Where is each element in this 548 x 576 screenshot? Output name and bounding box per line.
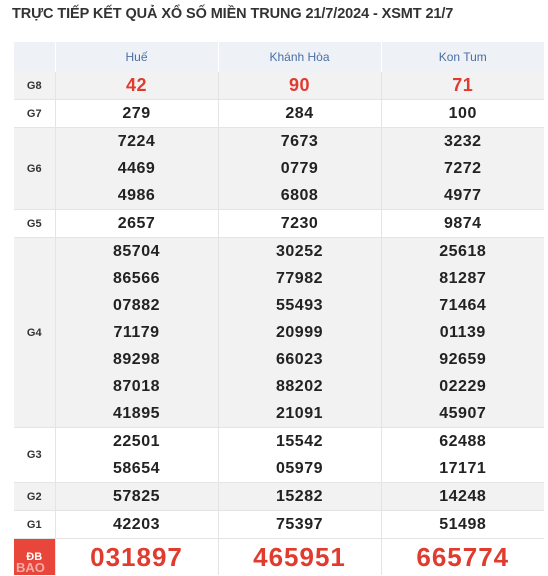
- result-number: 58654: [113, 460, 160, 477]
- prize-label-text: G1: [26, 518, 42, 531]
- prize-row-g6: [14, 128, 544, 210]
- result-number: 66023: [276, 351, 323, 368]
- prize-label-g3: [14, 428, 55, 483]
- result-number: 88202: [276, 378, 323, 395]
- prize-cell-db-province-2: [381, 539, 544, 576]
- prize-cell-g1-province-2: [381, 511, 544, 539]
- result-number: 62488: [439, 433, 487, 450]
- result-number: 7673: [280, 133, 319, 150]
- result-number: 45907: [439, 405, 487, 422]
- prize-cell-g2-province-2: [381, 483, 544, 511]
- result-number: 87018: [113, 378, 160, 395]
- result-number: 75397: [276, 516, 323, 533]
- province-header-hue[interactable]: Huế: [55, 42, 218, 72]
- prize-cell-g2-province-0: [55, 483, 218, 511]
- prize-cell-g7-province-1: [218, 100, 381, 128]
- result-number: 92659: [439, 351, 487, 368]
- result-number: 05979: [276, 460, 323, 477]
- page-title: TRỰC TIẾP KẾT QUẢ XỔ SỐ MIỀN TRUNG 21/7/2024 - XSMT 21/7: [12, 6, 454, 22]
- result-number: 4977: [443, 187, 482, 204]
- result-number: 15282: [276, 488, 323, 505]
- prize-cell-g7-province-0: [55, 100, 218, 128]
- result-number: 07882: [113, 297, 160, 314]
- result-number: 89298: [113, 351, 160, 368]
- result-number: 57825: [113, 488, 160, 505]
- result-number: 284: [285, 105, 314, 122]
- result-number: 0779: [280, 160, 319, 177]
- result-number: 6808: [280, 187, 319, 204]
- result-number: 55493: [276, 297, 323, 314]
- prize-label-g8: [14, 72, 55, 100]
- result-number: 279: [122, 105, 151, 122]
- prize-row-g7: [14, 100, 544, 128]
- prize-row-g3: [14, 428, 544, 483]
- prize-cell-g8-province-1: [218, 72, 381, 100]
- prize-row-db: [14, 539, 544, 576]
- result-number: 71464: [439, 297, 487, 314]
- result-number: 665774: [416, 542, 510, 572]
- result-number: 9874: [443, 215, 482, 232]
- result-number: 7224: [117, 133, 156, 150]
- prize-label-text: G2: [26, 490, 42, 503]
- prize-cell-g3-province-0: [55, 428, 218, 483]
- prize-label-text: G4: [26, 326, 42, 339]
- prize-cell-g4-province-1: [218, 238, 381, 428]
- result-number: 4469: [117, 160, 156, 177]
- result-number: 30252: [276, 243, 323, 260]
- prize-cell-g7-province-2: [381, 100, 544, 128]
- prize-label-text: G8: [26, 79, 42, 92]
- prize-cell-g6-province-0: [55, 128, 218, 210]
- prize-cell-g4-province-0: [55, 238, 218, 428]
- result-number: 86566: [113, 270, 160, 287]
- results-table: [14, 42, 544, 575]
- result-number: 15542: [276, 433, 323, 450]
- result-number: 02229: [439, 378, 487, 395]
- result-number: 3232: [443, 133, 482, 150]
- header-row: [14, 42, 544, 72]
- prize-label-text: G6: [26, 162, 42, 175]
- prize-label-text: G3: [26, 449, 42, 461]
- prize-label-g4: [14, 238, 55, 428]
- result-number: 77982: [276, 270, 323, 287]
- result-number: 71: [452, 75, 474, 95]
- prize-cell-g5-province-1: [218, 210, 381, 238]
- result-number: 25618: [439, 243, 487, 260]
- result-number: 21091: [276, 405, 323, 422]
- prize-cell-g5-province-2: [381, 210, 544, 238]
- result-number: 71179: [113, 324, 160, 341]
- prize-cell-g8-province-0: [55, 72, 218, 100]
- result-number: 41895: [113, 405, 160, 422]
- result-number: 20999: [276, 324, 323, 341]
- result-number: 85704: [113, 243, 160, 260]
- prize-label-g6: [14, 128, 55, 210]
- result-number: 100: [448, 105, 477, 122]
- prize-label-g2: [14, 483, 55, 511]
- prize-label-text: ĐB: [26, 551, 43, 563]
- prize-row-g5: [14, 210, 544, 238]
- result-number: 17171: [439, 460, 487, 477]
- result-number: 7272: [443, 160, 482, 177]
- prize-cell-g5-province-0: [55, 210, 218, 238]
- province-header-khanh-hoa[interactable]: Khánh Hòa: [218, 42, 381, 72]
- result-number: 90: [288, 75, 311, 95]
- result-number: 14248: [439, 488, 487, 505]
- result-number: 81287: [439, 270, 487, 287]
- prize-cell-g1-province-1: [218, 511, 381, 539]
- results-body: [14, 72, 544, 575]
- watermark-text: BAO: [16, 560, 45, 575]
- prize-row-g8: [14, 72, 544, 100]
- prize-cell-g2-province-1: [218, 483, 381, 511]
- result-number: 01139: [439, 324, 486, 341]
- result-number: 4986: [117, 187, 156, 204]
- prize-cell-db-province-1: [218, 539, 381, 576]
- result-number: 51498: [439, 516, 487, 533]
- prize-cell-g1-province-0: [55, 511, 218, 539]
- prize-cell-g3-province-2: [381, 428, 544, 483]
- result-number: 42: [125, 75, 148, 95]
- prize-row-g1: [14, 511, 544, 539]
- result-number: 7230: [280, 215, 319, 232]
- result-number: 031897: [90, 542, 183, 572]
- prize-row-g4: [14, 238, 544, 428]
- result-number: 22501: [113, 433, 160, 450]
- result-number: 2657: [117, 215, 156, 232]
- header-corner: [14, 42, 55, 72]
- prize-label-text: G5: [26, 217, 42, 230]
- prize-label-g7: [14, 100, 55, 128]
- prize-cell-g8-province-2: [381, 72, 544, 100]
- prize-label-g5: [14, 210, 55, 238]
- prize-label-db: [14, 539, 55, 576]
- prize-label-text: G7: [26, 107, 42, 120]
- prize-cell-g4-province-2: [381, 238, 544, 428]
- prize-cell-db-province-0: [55, 539, 218, 576]
- prize-cell-g3-province-1: [218, 428, 381, 483]
- province-header-kon-tum[interactable]: Kon Tum: [381, 42, 544, 72]
- prize-row-g2: [14, 483, 544, 511]
- prize-label-g1: [14, 511, 55, 539]
- prize-cell-g6-province-2: [381, 128, 544, 210]
- result-number: 42203: [113, 516, 160, 533]
- prize-cell-g6-province-1: [218, 128, 381, 210]
- result-number: 465951: [253, 542, 346, 572]
